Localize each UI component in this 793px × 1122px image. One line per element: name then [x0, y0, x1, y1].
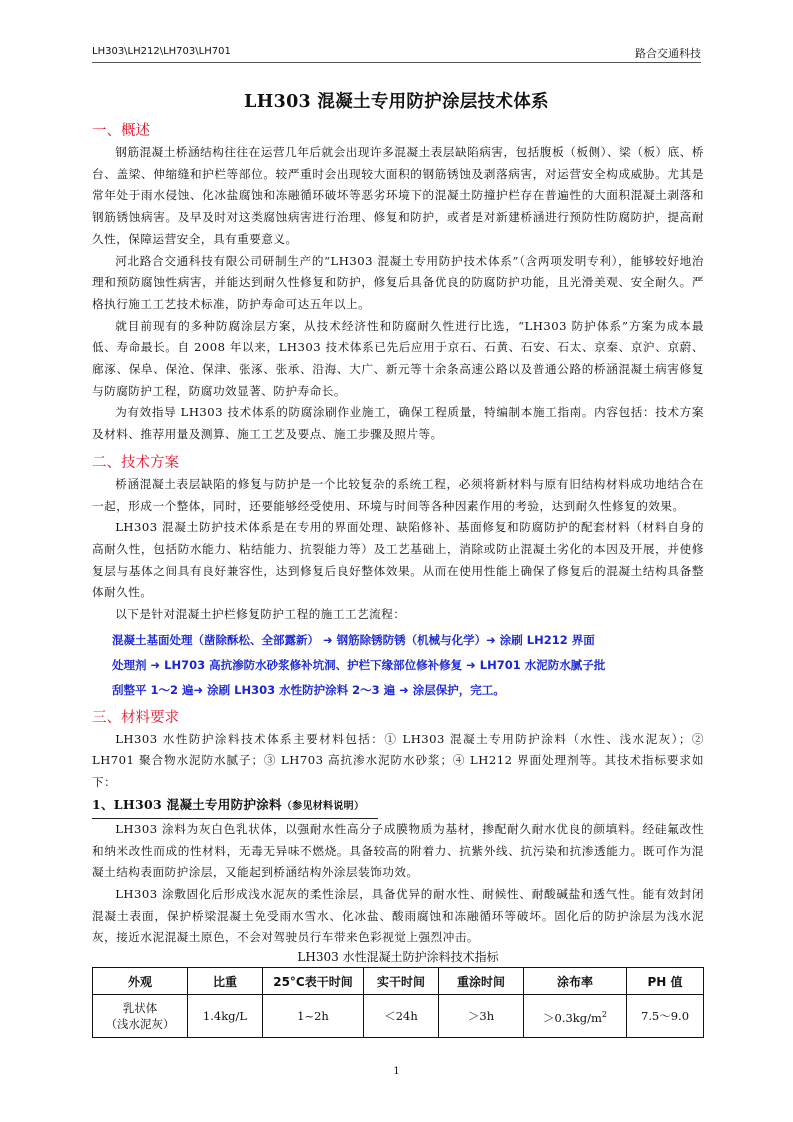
column-header: 25°C表干时间	[263, 968, 364, 995]
paragraph: 钢筋混凝土桥涵结构往往在运营几年后就会出现许多混凝土表层缺陷病害，包括腹板（板侧）、梁（板）底、桥台、盖梁、伸缩缝和护栏等部位。较严重时会出现较大面积的钢筋锈蚀及剥落病害，对运营安全构成威胁。尤其是常年处于雨水侵蚀、化冰盐腐蚀和冻融循环破坏等恶劣环境下的混凝土防撞护栏存在普遍性的大面积混凝土剥落和钢筋锈蚀病害。及早及时对这类腐蚀病害进行治理、修复和防护，或者是对新建桥涵进行预防性防腐防护，提高耐久性，保障运营安全，具有重要意义。	[92, 145, 704, 246]
cell-line: 乳状体	[122, 1001, 158, 1016]
paragraph: LH303 涂料为灰白色乳状体，以强耐水性高分子成膜物质为基材，掺配耐久耐水优良的颜填料。经硅氟改性和纳米改性而成的性材料，无毒无异味不燃烧。具备较高的附着力、抗紫外线、抗污染和抗渗透能力。既可作为混凝土结构表面防护涂层，又能起到桥涵结构外涂层装饰功效。	[92, 821, 704, 880]
column-header: 外观	[93, 968, 188, 995]
column-header: PH 值	[627, 968, 704, 995]
cell-ph: 7.5～9.0	[627, 995, 704, 1038]
page-number: 1	[393, 1066, 400, 1077]
cell-surface-dry: 1~2h	[263, 995, 364, 1038]
column-header: 实干时间	[364, 968, 439, 995]
cell-recoat: ＞3h	[439, 995, 524, 1038]
page-header	[92, 42, 701, 63]
coverage-unit-sup: 2	[601, 1009, 607, 1019]
paragraph: 就目前现有的多种防腐涂层方案，从技术经济性和防腐耐久性进行比选，“LH303 防护体系”方案为成本最低、寿命最长。自 2008 年以来，LH303 技术体系已先后应用于京石、石黄、石安、石太、京秦、京沪、京蔚、廊涿、保阜、保沧、保津、张涿、张承、沿海、大广、新元等十余条高速公路以及普通公路的桥涵混凝土病害修复与防腐防护工程，防腐功效显著、防护寿命长。	[92, 318, 704, 398]
column-header: 重涂时间	[439, 968, 524, 995]
table-header-row	[93, 968, 704, 995]
paragraph: 为有效指导 LH303 技术体系的防腐涂刷作业施工，确保工程质量，特编制本施工指南。内容包括：技术方案及材料、推荐用量及测算、施工工艺及要点、施工步骤及照片等。	[92, 405, 704, 442]
paragraph: LH303 涂敷固化后形成浅水泥灰的柔性涂层，具备优异的耐水性、耐候性、耐酸碱盐和透气性。能有效封闭混凝土表面，保护桥梁混凝土免受雨水雪水、化冰盐、酸雨腐蚀和冻融循环等破坏。固化后的防护涂层为浅水泥灰，接近水泥混凝土原色，不会对驾驶员行车带来色彩视觉上强烈冲击。	[92, 886, 704, 945]
section-heading-materials: 三、材料要求	[92, 709, 179, 726]
paragraph: 以下是针对混凝土护栏修复防护工程的施工工艺流程：	[115, 607, 406, 622]
document-title: LH303 混凝土专用防护涂层技术体系	[244, 92, 549, 112]
cell-coverage	[524, 995, 627, 1038]
header-company: 路合交通科技	[635, 47, 701, 60]
coverage-value: ＞0.3kg/m	[543, 1010, 602, 1025]
cell-appearance	[93, 995, 188, 1038]
process-flow-line: 混凝土基面处理（凿除酥松、全部露新） ➜ 钢筋除锈防锈（机械与化学）➜ 涂刷 LH212 界面	[112, 632, 595, 647]
section-heading-overview: 一、概述	[92, 123, 150, 139]
subsection-title: 1、LH303 混凝土专用防护涂料	[92, 796, 282, 812]
process-flow-line: 刮整平 1～2 遍➜ 涂刷 LH303 水性防护涂料 2～3 遍 ➜ 涂层保护，完工。	[112, 682, 505, 697]
paragraph: LH303 混凝土防护技术体系是在专用的界面处理、缺陷修补、基面修复和防腐防护的配套材料（材料自身的高耐久性，包括防水能力、粘结能力、抗裂能力等）及工艺基础上，消除或防止混凝土劣化的本因及开展，并使修复层与基体之间具有良好兼容性，达到修复后良好整体效果。从而在使用性能上确保了修复后的混凝土结构具备整体耐久性。	[92, 520, 704, 600]
document-body	[92, 118, 704, 1038]
cell-hard-dry: ＜24h	[364, 995, 439, 1038]
subsection-note: （参见材料说明）	[281, 800, 365, 812]
subsection-heading	[92, 794, 378, 819]
paragraph: LH303 水性防护涂料技术体系主要材料包括：① LH303 混凝土专用防护涂料（水性、浅水泥灰）；② LH701 聚合物水泥防水腻子；③ LH703 高抗渗水泥防水砂浆；④ LH212 界面处理剂等。其技术指标要求如下：	[92, 731, 704, 790]
column-header: 涂布率	[524, 968, 627, 995]
paragraph: 桥涵混凝土表层缺陷的修复与防护是一个比较复杂的系统工程，必须将新材料与原有旧结构材料成功地结合在一起，形成一个整体，同时，还要能够经受使用、环境与时间等各种因素作用的考验，达到耐久性修复的效果。	[92, 476, 704, 513]
section-heading-scheme: 二、技术方案	[92, 454, 179, 471]
cell-density: 1.4kg/L	[188, 995, 263, 1038]
table-row	[93, 995, 704, 1038]
process-flow	[92, 628, 704, 703]
header-doc-codes: LH303\LH212\LH703\LH701	[92, 46, 231, 57]
column-header: 比重	[188, 968, 263, 995]
process-flow-line: 处理剂 ➜ LH703 高抗渗防水砂浆修补坑洞、护栏下缘部位修补修复 ➜ LH701 水泥防水腻子批	[112, 657, 606, 672]
cell-line: （浅水泥灰）	[105, 1017, 175, 1032]
table-caption: LH303 水性混凝土防护涂料技术指标	[297, 950, 499, 965]
spec-table	[92, 967, 704, 1038]
paragraph: 河北路合交通科技有限公司研制生产的“LH303 混凝土专用防护技术体系”（含两项发明专利），能够较好地治理和预防腐蚀性病害，并能达到耐久性修复和防护，修复后具备优良的防腐防护功能，且光滑美观、安全耐久。严格执行施工工艺技术标准，防护寿命可达五年以上。	[92, 253, 704, 311]
